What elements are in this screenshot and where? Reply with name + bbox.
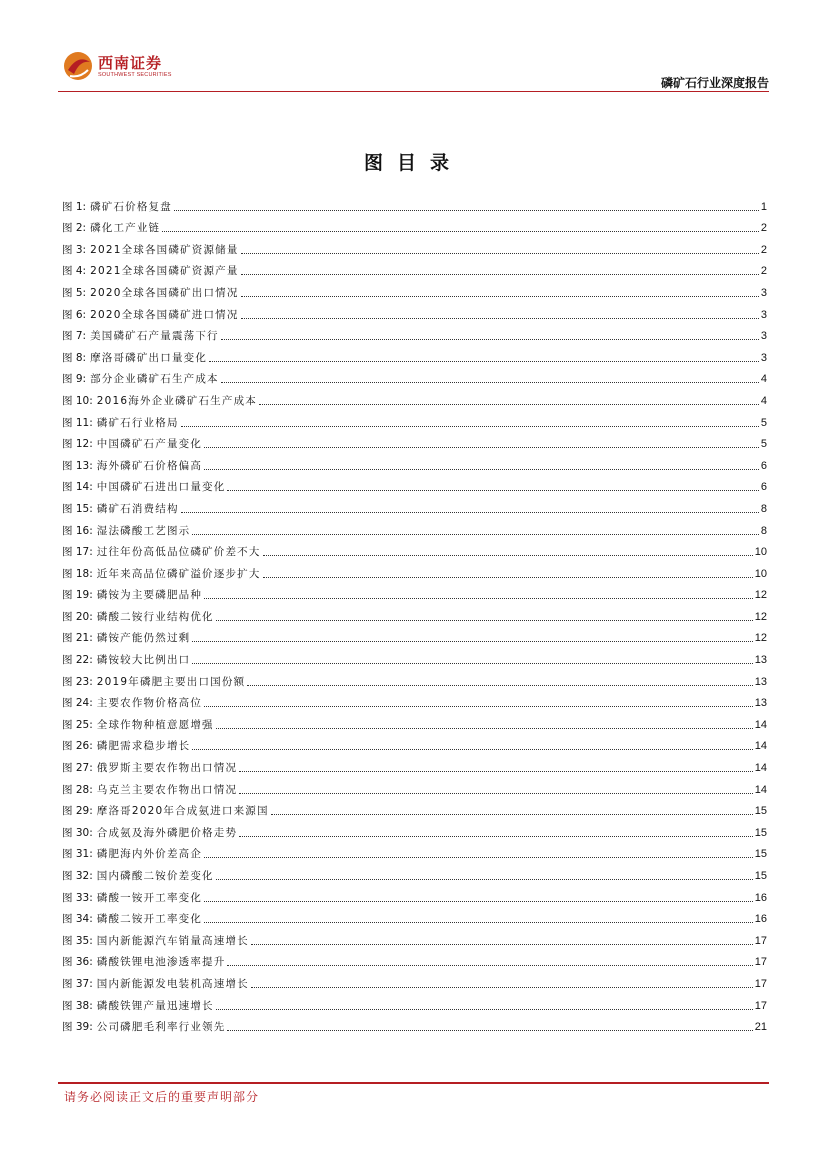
toc-entry-number: 图 11: [62, 416, 93, 429]
figure-table-of-contents [62, 192, 767, 1034]
toc-entry-page: 21 [754, 1021, 767, 1034]
toc-entry-number: 图 21: [62, 632, 93, 645]
toc-entry[interactable] [62, 689, 767, 711]
toc-entry-title: 过往年份高低品位磷矿价差不大 [96, 546, 261, 559]
toc-entry-title: 近年来高品位磷矿溢价逐步扩大 [96, 567, 261, 580]
toc-entry-title: 2021全球各国磷矿资源储量 [90, 243, 239, 256]
toc-entry[interactable] [62, 235, 767, 257]
toc-entry-page: 5 [760, 416, 767, 429]
toc-dot-leader [227, 1030, 752, 1031]
toc-entry-number: 图 34: [62, 913, 93, 926]
toc-entry[interactable] [62, 926, 767, 948]
toc-entry-number: 图 38: [62, 999, 93, 1012]
toc-entry-number: 图 7: [62, 330, 87, 343]
toc-entry-page: 3 [760, 330, 767, 343]
toc-entry-number: 图 20: [62, 610, 93, 623]
toc-entry-number: 图 2: [62, 222, 87, 235]
toc-entry-title: 磷矿石行业格局 [96, 416, 179, 429]
toc-entry[interactable] [62, 300, 767, 322]
toc-entry-page: 15 [754, 826, 767, 839]
toc-entry[interactable] [62, 969, 767, 991]
toc-entry-page: 10 [754, 546, 767, 559]
toc-entry-number: 图 12: [62, 438, 93, 451]
toc-entry-title: 2020全球各国磷矿出口情况 [90, 286, 239, 299]
toc-dot-leader [221, 382, 759, 383]
toc-entry[interactable] [62, 818, 767, 840]
toc-entry-title: 磷酸铁锂产量迅速增长 [96, 999, 214, 1012]
toc-entry-title: 磷铵为主要磷肥品种 [96, 589, 203, 602]
toc-entry-page: 6 [760, 459, 767, 472]
toc-entry[interactable] [62, 667, 767, 689]
toc-entry-page: 15 [754, 805, 767, 818]
toc-entry-page: 3 [760, 286, 767, 299]
toc-dot-leader [216, 728, 753, 729]
toc-entry[interactable] [62, 645, 767, 667]
toc-entry-number: 图 32: [62, 870, 93, 882]
toc-entry[interactable] [62, 451, 767, 473]
toc-entry[interactable] [62, 365, 767, 387]
toc-dot-leader [241, 274, 759, 275]
toc-entry-number: 图 18: [62, 567, 93, 580]
toc-entry-page: 13 [754, 654, 767, 667]
toc-entry-title: 海外磷矿石价格偏高 [96, 459, 203, 472]
toc-entry-number: 图 36: [62, 956, 93, 969]
toc-entry[interactable] [62, 408, 767, 430]
toc-entry[interactable] [62, 991, 767, 1013]
toc-dot-leader [204, 469, 759, 470]
toc-entry-number: 图 13: [62, 459, 93, 472]
toc-dot-leader [216, 620, 753, 621]
toc-dot-leader [247, 685, 752, 686]
toc-dot-leader [227, 490, 758, 491]
toc-entry-number: 图 6: [62, 308, 87, 321]
toc-entry-page: 8 [760, 524, 767, 537]
toc-entry-title: 主要农作物价格高位 [96, 697, 203, 710]
toc-dot-leader [239, 771, 753, 772]
toc-entry-title: 磷肥需求稳步增长 [96, 740, 191, 753]
logo-subtitle: SOUTHWEST SECURITIES [98, 72, 172, 78]
toc-entry-page: 17 [754, 934, 767, 947]
toc-entry[interactable] [62, 753, 767, 775]
toc-entry[interactable] [62, 624, 767, 646]
toc-entry-number: 图 37: [62, 977, 93, 990]
toc-entry[interactable] [62, 343, 767, 365]
toc-entry-number: 图 39: [62, 1021, 93, 1034]
toc-entry-page: 4 [760, 373, 767, 386]
toc-entry[interactable] [62, 905, 767, 927]
toc-entry-page: 12 [754, 610, 767, 623]
toc-entry-number: 图 22: [62, 654, 93, 667]
toc-entry-number: 图 26: [62, 740, 93, 753]
toc-entry-number: 图 30: [62, 826, 93, 839]
toc-entry-number: 图 23: [62, 675, 93, 688]
toc-entry[interactable] [62, 214, 767, 236]
toc-entry-title: 磷酸二铵行业结构优化 [96, 610, 214, 623]
footer-divider [58, 1082, 769, 1084]
report-title: 磷矿石行业深度报告 [660, 76, 769, 90]
toc-entry-title: 2020全球各国磷矿进口情况 [90, 308, 239, 321]
toc-dot-leader [216, 1009, 753, 1010]
toc-entry-page: 3 [760, 351, 767, 364]
toc-dot-leader [181, 426, 759, 427]
toc-entry[interactable] [62, 516, 767, 538]
toc-dot-leader [216, 879, 753, 880]
toc-entry[interactable] [62, 602, 767, 624]
toc-entry-title: 摩洛哥2020年合成氨进口来源国 [96, 805, 269, 818]
toc-entry-title: 磷化工产业链 [90, 222, 161, 235]
toc-entry[interactable] [62, 840, 767, 862]
toc-entry-number: 图 3: [62, 243, 87, 256]
toc-dot-leader [263, 555, 753, 556]
toc-dot-leader [271, 814, 753, 815]
toc-entry-title: 部分企业磷矿石生产成本 [90, 373, 219, 386]
toc-entry-page: 2 [760, 243, 767, 256]
toc-entry-title: 磷酸铁锂电池渗透率提升 [96, 956, 226, 969]
toc-entry[interactable] [62, 883, 767, 905]
toc-entry-number: 图 25: [62, 718, 93, 731]
toc-entry-number: 图 10: [62, 394, 93, 407]
toc-dot-leader [192, 663, 752, 664]
toc-entry-page: 14 [754, 762, 767, 775]
toc-entry-page: 8 [760, 502, 767, 515]
toc-entry-number: 图 14: [62, 481, 93, 494]
page-title: 图目录 [363, 152, 463, 174]
toc-dot-leader [192, 749, 752, 750]
toc-dot-leader [239, 793, 753, 794]
toc-entry-title: 全球作物种植意愿增强 [96, 718, 214, 731]
toc-entry-page: 10 [754, 567, 767, 580]
toc-dot-leader [241, 296, 759, 297]
toc-dot-leader [263, 577, 753, 578]
toc-entry-title: 磷矿石消费结构 [96, 502, 179, 515]
toc-entry[interactable] [62, 1013, 767, 1035]
toc-entry[interactable] [62, 538, 767, 560]
toc-dot-leader [239, 836, 753, 837]
toc-entry[interactable] [62, 494, 767, 516]
toc-entry[interactable] [62, 278, 767, 300]
page-header [0, 0, 827, 92]
toc-entry-title: 国内新能源汽车销量高速增长 [96, 934, 249, 947]
toc-entry-page: 14 [754, 783, 767, 796]
toc-entry-number: 图 9: [62, 373, 87, 386]
toc-dot-leader [204, 857, 753, 858]
toc-dot-leader [204, 706, 753, 707]
toc-entry-page: 13 [754, 697, 767, 710]
toc-entry-page: 16 [754, 913, 767, 926]
toc-entry-number: 图 27: [62, 762, 93, 775]
toc-entry-page: 16 [754, 891, 767, 904]
toc-entry-page: 17 [754, 977, 767, 990]
toc-dot-leader [241, 318, 759, 319]
toc-entry-page: 2 [760, 222, 767, 235]
toc-entry[interactable] [62, 559, 767, 581]
toc-entry[interactable] [62, 386, 767, 408]
toc-entry-number: 图 17: [62, 546, 93, 559]
toc-entry-title: 摩洛哥磷矿出口量变化 [90, 351, 208, 364]
toc-entry-page: 1 [760, 200, 767, 213]
toc-entry-title: 磷铵较大比例出口 [96, 654, 191, 667]
toc-entry-title: 乌克兰主要农作物出口情况 [96, 783, 238, 796]
toc-dot-leader [192, 641, 752, 642]
toc-entry-page: 12 [754, 632, 767, 645]
toc-entry-page: 2 [760, 265, 767, 278]
toc-entry-title: 合成氨及海外磷肥价格走势 [96, 826, 238, 839]
toc-dot-leader [241, 253, 759, 254]
toc-entry-title: 磷肥海内外价差高企 [96, 848, 203, 861]
toc-entry-page: 17 [754, 956, 767, 969]
toc-entry-title: 国内新能源发电装机高速增长 [96, 977, 249, 990]
toc-entry-title: 磷铵产能仍然过剩 [96, 632, 191, 645]
toc-dot-leader [204, 922, 753, 923]
toc-entry-number: 图 16: [62, 524, 93, 537]
toc-entry[interactable] [62, 257, 767, 279]
toc-entry-number: 图 35: [62, 934, 93, 947]
toc-dot-leader [251, 987, 753, 988]
toc-entry-number: 图 29: [62, 805, 93, 818]
toc-entry-page: 13 [754, 675, 767, 688]
toc-entry-page: 12 [754, 589, 767, 602]
toc-entry-title: 国内磷酸二铵价差变化 [96, 870, 214, 882]
toc-entry-number: 图 1: [62, 200, 87, 213]
toc-entry-number: 图 15: [62, 502, 93, 515]
toc-entry-number: 图 19: [62, 589, 93, 602]
toc-dot-leader [204, 447, 759, 448]
toc-entry-page: 14 [754, 740, 767, 753]
toc-entry[interactable] [62, 710, 767, 732]
toc-entry-title: 公司磷肥毛利率行业领先 [96, 1021, 226, 1034]
toc-entry-page: 4 [760, 394, 767, 407]
toc-dot-leader [227, 965, 752, 966]
toc-entry-title: 中国磷矿石进出口量变化 [96, 481, 226, 494]
toc-dot-leader [209, 361, 759, 362]
toc-entry-number: 图 8: [62, 351, 87, 364]
toc-entry-number: 图 4: [62, 265, 87, 278]
toc-dot-leader [204, 598, 753, 599]
toc-entry-number: 图 24: [62, 697, 93, 710]
toc-entry-title: 中国磷矿石产量变化 [96, 438, 203, 451]
toc-entry-page: 5 [760, 438, 767, 451]
toc-entry-page: 15 [754, 870, 767, 882]
toc-entry-title: 磷酸一铵开工率变化 [96, 891, 203, 904]
header-divider [58, 91, 769, 92]
toc-dot-leader [181, 512, 759, 513]
toc-entry[interactable] [62, 948, 767, 970]
toc-entry-title: 磷酸二铵开工率变化 [96, 913, 203, 926]
toc-entry-page: 17 [754, 999, 767, 1012]
toc-dot-leader [259, 404, 759, 405]
toc-dot-leader [221, 339, 759, 340]
toc-entry-page: 3 [760, 308, 767, 321]
toc-entry[interactable] [62, 322, 767, 344]
toc-dot-leader [251, 944, 753, 945]
toc-dot-leader [174, 210, 759, 211]
toc-entry-page: 15 [754, 848, 767, 861]
toc-dot-leader [162, 231, 759, 232]
toc-entry-title: 俄罗斯主要农作物出口情况 [96, 762, 238, 775]
toc-entry-title: 2021全球各国磷矿资源产量 [90, 265, 239, 278]
toc-entry-title: 美国磷矿石产量震荡下行 [90, 330, 219, 343]
toc-entry[interactable] [62, 473, 767, 495]
toc-entry-title: 磷矿石价格复盘 [90, 200, 172, 213]
toc-entry-title: 2016海外企业磷矿石生产成本 [96, 394, 257, 407]
toc-entry[interactable] [62, 732, 767, 754]
toc-entry-page: 14 [754, 718, 767, 731]
toc-entry-title: 湿法磷酸工艺图示 [96, 524, 191, 537]
toc-entry[interactable] [62, 861, 767, 883]
toc-entry[interactable] [62, 192, 767, 214]
toc-dot-leader [204, 901, 753, 902]
toc-entry-number: 图 5: [62, 286, 87, 299]
toc-entry[interactable] [62, 430, 767, 452]
toc-entry-title: 2019年磷肥主要出口国份额 [96, 675, 246, 688]
toc-entry-number: 图 28: [62, 783, 93, 796]
toc-entry[interactable] [62, 797, 767, 819]
logo-text: 西南证券 [98, 54, 163, 72]
toc-dot-leader [192, 534, 759, 535]
toc-entry-page: 6 [760, 481, 767, 494]
toc-entry-number: 图 31: [62, 848, 93, 861]
footer-disclaimer: 请务必阅读正文后的重要声明部分 [64, 1090, 260, 1104]
toc-entry[interactable] [62, 775, 767, 797]
toc-entry[interactable] [62, 581, 767, 603]
toc-entry-number: 图 33: [62, 891, 93, 904]
